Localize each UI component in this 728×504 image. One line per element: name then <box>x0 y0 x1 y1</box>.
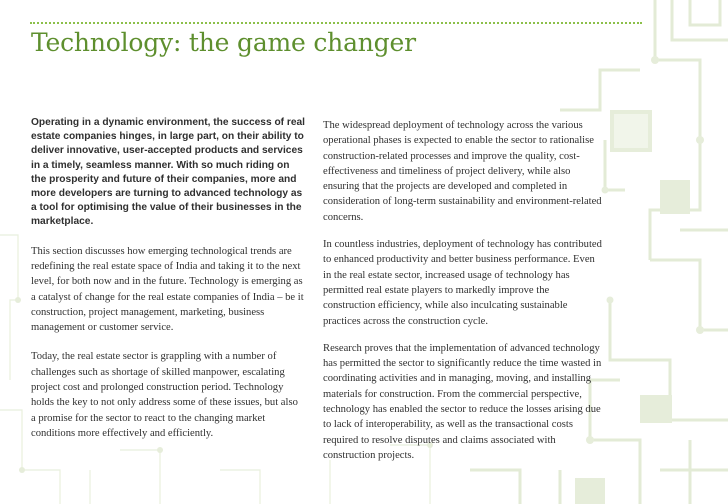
left-column <box>31 116 305 441</box>
right-column <box>323 118 603 463</box>
body-paragraph: In countless industries, deployment of technology has contributed to enhanced productivity and better business performance. Even in the real estate sector, increased usage of technology has permitted real estate players to markedly improve the construction efficiency, while also inculcating sustainable practices across the construction cycle. <box>323 239 602 327</box>
title-top-rule <box>30 22 642 24</box>
body-paragraph: The widespread deployment of technology across the various operational phases is expected to enable the sector to rationalise construction-related processes and improve the quality, cost-effectiveness and timeliness of project delivery, while also ensuring that the projects are developed and completed in consideration of long-term sustainability and environment-related concerns. <box>323 120 602 223</box>
body-paragraph: Today, the real estate sector is grappling with a number of challenges such as shortage of skilled manpower, escalating project cost and prolonged construction period. Technology holds the key to not only address some of these issues, but also a promise for the sector to react to the changing market conditions more effectively and efficiently. <box>31 351 298 439</box>
lead-paragraph: Operating in a dynamic environment, the success of real estate companies hinges, in large part, on their ability to deliver innovative, user-accepted products and services in a timely, seamless manner. With so much riding on the prosperity and future of their companies, more and more developers are turning to advanced technology as a tool for optimising the value of their businesses in the marketplace. <box>31 117 306 228</box>
body-paragraph: This section discusses how emerging technological trends are redefining the real estate space of India and taking it to the next level, for both now and in the future. Technology is emerging as a catalyst of change for the real estate companies of India – be it construction, project management, marketing, business management or customer service. <box>31 245 304 334</box>
page-title: Technology: the game changer <box>31 28 416 57</box>
body-paragraph: Research proves that the implementation of advanced technology has permitted the sector to significantly reduce the time wasted in coordinating activities and in managing, moving, and installing materials for construction. From the commercial perspective, technology has enabled the sector to reduce the losses arising due to lack of interoperability, as well as the transactional costs required to resolve disputes and claims associated with construction projects. <box>323 342 602 461</box>
